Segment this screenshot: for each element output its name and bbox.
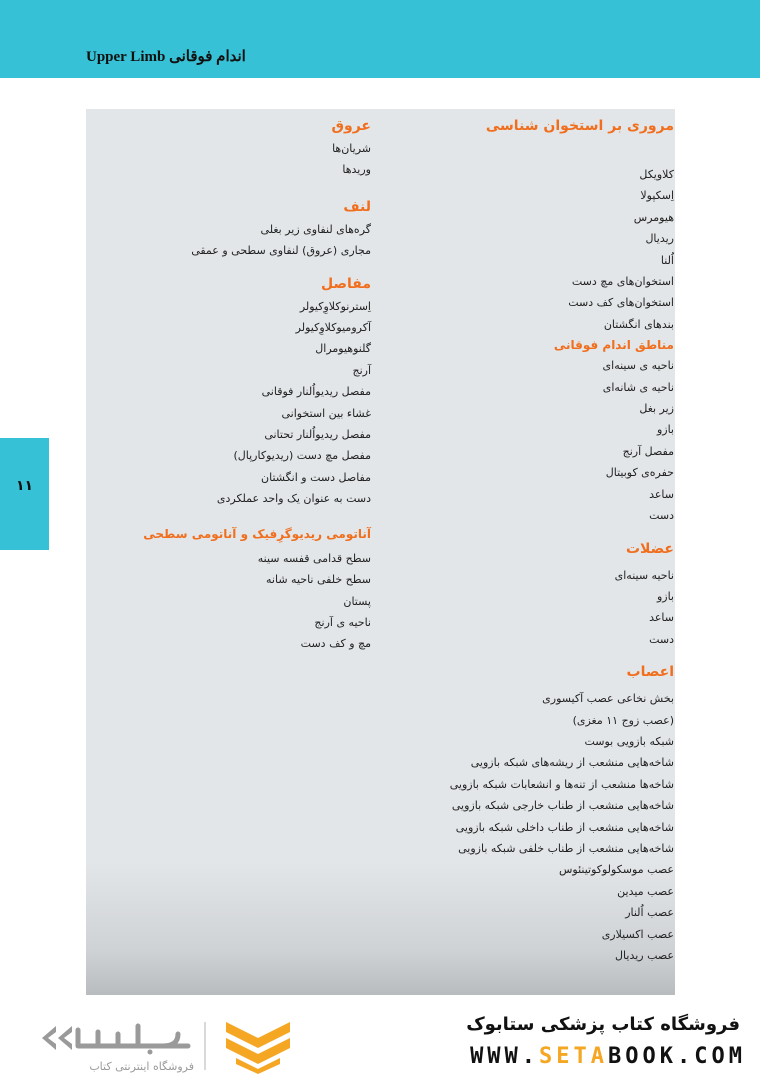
contents-item: ساعد xyxy=(649,611,674,625)
contents-item: دست xyxy=(649,509,674,523)
contents-item: مفاصل دست و انگشتان xyxy=(261,470,371,484)
store-url[interactable] xyxy=(470,1044,746,1069)
section-osteology xyxy=(384,116,674,335)
contents-item: استخوان‌های مچ دست xyxy=(571,275,674,289)
contents-item: عصب اکسیلاری xyxy=(601,927,674,941)
section-heading: مفاصل xyxy=(320,275,371,292)
contents-item: شبکه بازویی بوست xyxy=(584,734,674,748)
store-logo-mark xyxy=(222,1018,294,1074)
contents-item: بازو xyxy=(656,589,674,603)
store-name: فروشگاه کتاب پزشکی ستابوک xyxy=(466,1014,740,1035)
page-number-tab xyxy=(0,438,49,550)
section-lymph xyxy=(91,197,371,262)
contents-item: دست xyxy=(649,632,674,646)
contents-item: عصب اُلنار xyxy=(625,906,674,920)
contents-item: مفصل مچ دست (ریدیوکارپال) xyxy=(233,449,371,463)
contents-item: زیر بغل xyxy=(639,402,674,416)
contents-item: اِسترنوکلاوِکیولر xyxy=(299,299,371,313)
contents-item: حفره‌ی کوبیتال xyxy=(605,466,674,480)
contents-item: بخش نخاعی عصب آکیسوری xyxy=(542,692,674,706)
contents-item: ناحیه‌ ی سینه‌ای xyxy=(602,359,674,373)
contents-item: عصب موسکولوکوتینئوس xyxy=(558,863,674,877)
section-heading: آناتومی ریدیوگرِفیک و آناتومی سطحی xyxy=(143,526,371,541)
section-heading: عضلات xyxy=(625,540,674,557)
contents-item: عصب میدین xyxy=(617,884,674,898)
section-nerves xyxy=(384,662,674,966)
store-url-highlight: SETA xyxy=(539,1044,609,1069)
section-heading: اعصاب xyxy=(626,664,674,681)
page-header-title: Upper Limb اندام فوقانی xyxy=(86,49,246,65)
contents-item: اِسکپولا xyxy=(640,189,674,203)
section-joints xyxy=(91,274,371,510)
section-heading: مناطق اندام فوقانی xyxy=(553,338,674,353)
section-heading: لنف xyxy=(343,198,371,215)
contents-item: دست به عنوان یک واحد عملکردی xyxy=(216,492,371,506)
contents-item: شاخه‌هایی منشعب از ریشه‌های شبکه بازویی xyxy=(470,756,674,770)
contents-item: ساعد xyxy=(649,487,674,501)
contents-item: شاخه‌ها منشعب از تنه‌ها و انشعابات شبکه بازویی xyxy=(449,777,674,791)
contents-item: استخوان‌های کف دست xyxy=(568,296,674,310)
contents-item: آکرومیوکلاوِکیولر xyxy=(295,321,371,335)
contents-item: کلاویکل xyxy=(639,168,674,181)
contents-item: هیومرس xyxy=(633,210,674,224)
section-heading: مروری بر استخوان شناسی xyxy=(485,118,674,134)
contents-item: سطح خلفی ناحیه شانه xyxy=(266,573,371,587)
contents-item: شاخه‌هایی منشعب از طناب داخلی شبکه بازویی xyxy=(455,820,674,834)
store-url-prefix: WWW. xyxy=(470,1044,540,1069)
header-bar xyxy=(0,0,760,78)
contents-item: اُلنا xyxy=(660,253,674,267)
contents-item: گلنوهیومرال xyxy=(315,342,371,356)
contents-item: آرنج xyxy=(352,363,371,377)
chevron-logo-icon xyxy=(222,1018,294,1074)
contents-item: مفصل ریدیواُلنار فوقانی xyxy=(261,385,371,399)
contents-item: ناحیه‌ ی شانه‌ای xyxy=(602,380,674,394)
contents-item: عصب ریدیال xyxy=(615,949,674,962)
contents-item: ناحیه سینه‌ای xyxy=(614,568,674,582)
contents-item: (عصب زوج ۱۱ مغزی) xyxy=(572,713,674,727)
contents-item: غشاء بین استخوانی xyxy=(281,406,371,420)
section-muscles xyxy=(384,539,674,651)
section-heading: عروق xyxy=(331,118,371,134)
contents-item: مفصل آرنج xyxy=(622,444,674,458)
contents-item: گره‌های لنفاوی زیر بغلی xyxy=(260,222,371,236)
section-radiographic-anatomy xyxy=(91,524,371,655)
contents-item: سطح قدامی قفسه سینه xyxy=(257,551,371,565)
page-number: ۱۱ xyxy=(15,478,34,494)
contents-item: ناحیه‌ ی آرنج xyxy=(314,615,371,629)
store-url-suffix: BOOK.COM xyxy=(608,1044,746,1069)
contents-item: بندهای انگشتان xyxy=(603,317,674,331)
contents-item: شاخه‌هایی منشعب از طناب خلفی شبکه بازویی xyxy=(458,841,674,855)
contents-right-column xyxy=(384,116,674,966)
section-regions xyxy=(384,335,674,526)
contents-item: شریان‌ها xyxy=(332,142,371,155)
contents-item: مجاری (عروق) لنفاوی سطحی و عمقی xyxy=(191,244,371,258)
section-vessels xyxy=(91,116,371,181)
contents-item: ریدیال xyxy=(645,232,674,246)
store-logo-wordmark-icon xyxy=(38,1016,198,1056)
store-logo-subtitle: فروشگاه اینترنتی کتاب xyxy=(89,1060,194,1073)
contents-item: مچ و کف دست xyxy=(300,637,371,651)
contents-item: پستان xyxy=(343,594,371,608)
contents-item: بازو xyxy=(656,423,674,437)
contents-item: مفصل ریدیواُلنار تحتانی xyxy=(264,428,371,442)
store-logo-wordmark xyxy=(38,1016,198,1056)
contents-item: شاخه‌هایی منشعب از طناب خارجی شبکه بازویی xyxy=(451,799,674,813)
contents-item: وریدها xyxy=(342,163,371,177)
logo-divider xyxy=(204,1022,206,1070)
contents-left-column xyxy=(91,116,371,655)
